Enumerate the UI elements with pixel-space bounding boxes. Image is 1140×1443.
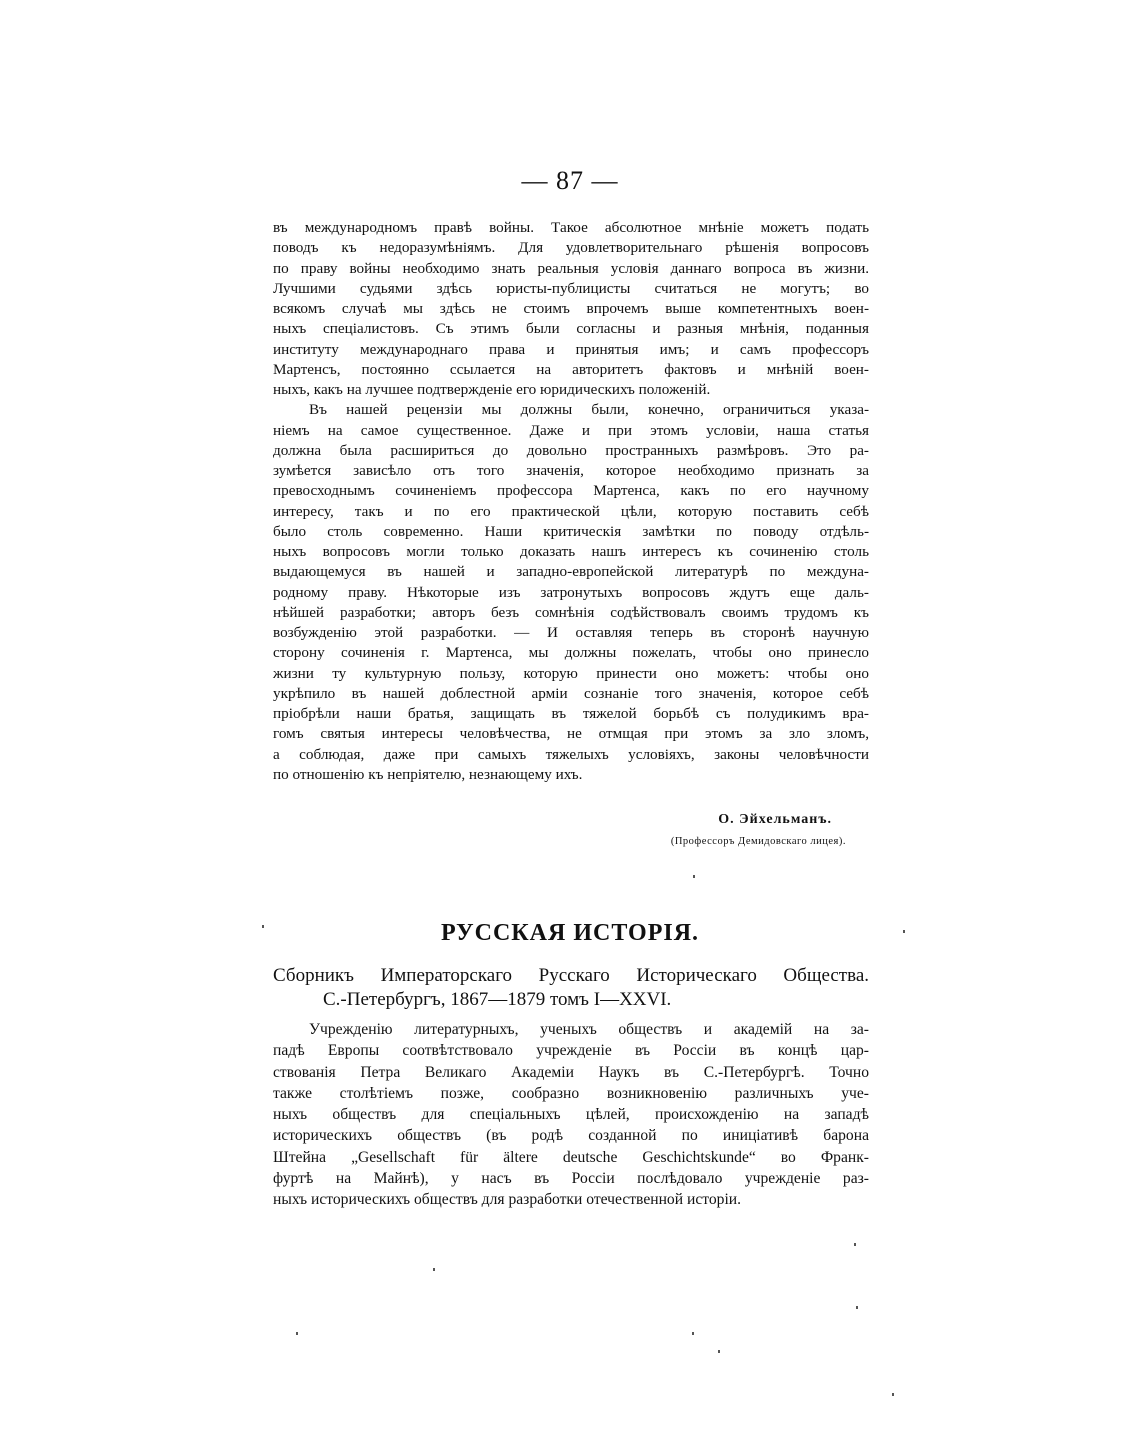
book-title-line-1: Сборникъ Императорскаго Русскаго Историческаго Общества. xyxy=(273,965,869,986)
text-line: ствованія Петра Великаго Академіи Наукъ въ С.-Петербургѣ. Точно xyxy=(273,1063,869,1081)
scan-speck xyxy=(433,1268,435,1271)
text-line: интересу, такъ и по его практической цѣли, которую поставить себѣ xyxy=(273,502,869,520)
text-line: укрѣпило въ нашей доблестной арміи сознаніе того значенія, которое себѣ xyxy=(273,684,869,702)
text-line: было столь современно. Наши критическія замѣтки по поводу отдѣль- xyxy=(273,522,869,540)
text-line: превосходнымъ сочиненіемъ профессора Мартенса, какъ по его научному xyxy=(273,482,869,500)
text-line: Въ нашей рецензіи мы должны были, конечно, ограничиться указа- xyxy=(309,401,869,419)
text-line: ныхъ вопросовъ могли только доказать нашъ интересъ къ сочиненію столь xyxy=(273,543,869,560)
book-title xyxy=(273,964,869,1012)
text-line: гомъ святыя интересы человѣчества, не отмщая при этомъ за зло зломъ, xyxy=(273,725,869,743)
text-line: Мартенсъ, постоянно ссылается на авторитетъ фактовъ и мнѣній воен- xyxy=(273,360,869,378)
section-heading: РУССКАЯ ИСТОРІЯ. xyxy=(440,920,700,946)
text-line: въ международномъ правѣ войны. Такое абсолютное мнѣніе можетъ подать xyxy=(273,219,869,236)
scan-speck xyxy=(296,1332,298,1335)
text-line: историческихъ обществъ (въ родѣ созданной по иниціативѣ барона xyxy=(273,1127,869,1145)
text-line: всякомъ случаѣ мы здѣсь не стоимъ впрочемъ выше компетентныхъ воен- xyxy=(273,300,869,317)
page-number: — 87 — xyxy=(521,166,619,195)
text-line: пріобрѣли наши братья, защищать въ тяжелой борьбѣ съ полудикимъ вра- xyxy=(273,705,869,722)
text-line: а соблюдая, даже при самыхъ тяжелыхъ условіяхъ, законы человѣчности xyxy=(273,745,869,763)
scan-speck xyxy=(903,930,905,933)
text-line: падѣ Европы соотвѣтствовало учрежденіе въ Россіи въ концѣ цар- xyxy=(273,1042,869,1060)
text-line: ніемъ на самое существенное. Даже и при этомъ условіи, наша статья xyxy=(273,421,869,439)
text-line: ныхъ обществъ для спеціальныхъ цѣлей, происхожденію на западѣ xyxy=(273,1106,869,1124)
text-line: должна была расшириться до довольно пространныхъ размѣровъ. Это ра- xyxy=(273,441,869,459)
text-line: институту международнаго права и принятыя имъ; и самъ профессоръ xyxy=(273,340,869,358)
scan-speck xyxy=(854,1243,856,1246)
text-line: фуртѣ на Майнѣ), у насъ въ Россіи послѣдовало учрежденіе раз- xyxy=(273,1170,869,1188)
upper-text-block xyxy=(273,218,869,785)
scan-speck xyxy=(262,925,264,928)
scan-speck xyxy=(718,1350,720,1353)
text-line: Лучшими судьями здѣсь юристы-публицисты считаться не могутъ; во xyxy=(273,279,869,297)
text-line: выдающемуся въ нашей и западно-европейской литературѣ по междуна- xyxy=(273,563,869,581)
text-line: жизни ту культурную пользу, которую принести оно можетъ: чтобы оно xyxy=(273,664,869,682)
paragraph xyxy=(273,218,869,400)
scan-speck xyxy=(856,1306,858,1309)
text-line: зумѣется зависѣло отъ того значенія, которое необходимо признать за xyxy=(273,462,869,479)
text-line: ныхъ историческихъ обществъ для разработки отечественной исторіи. xyxy=(273,1191,742,1209)
text-line: ныхъ, какъ на лучшее подтвержденіе его юридическихъ положеній. xyxy=(273,381,711,398)
text-line: по отношенію къ непріятелю, незнающему ихъ. xyxy=(273,765,583,783)
text-line: по праву войны необходимо знать реальныя условія даннаго вопроса въ жизни. xyxy=(273,259,869,277)
book-title-line-2: С.-Петербургъ, 1867—1879 томъ I—XXVI. xyxy=(323,989,672,1010)
author-affiliation: (Профессоръ Демидовскаго лицея). xyxy=(670,836,846,847)
text-line: возбужденію этой разработки. — И оставляя теперь въ сторонѣ научную xyxy=(273,624,869,641)
scan-speck xyxy=(892,1393,894,1396)
scan-speck xyxy=(692,1332,694,1335)
text-line: сторону сочиненія г. Мартенса, мы должны пожелать, чтобы оно принесло xyxy=(273,644,869,662)
paragraph xyxy=(273,1019,869,1211)
author-signature: О. Эйхельманъ. xyxy=(718,812,832,827)
text-line: Штейна „Gesellschaft für ältere deutsche Geschichtskunde“ во Франк- xyxy=(273,1148,869,1166)
scan-speck xyxy=(693,875,695,878)
text-line: также столѣтіемъ позже, сообразно возникновенію различныхъ уче- xyxy=(273,1084,869,1102)
text-line: ныхъ спеціалистовъ. Съ этимъ были согласны и разныя мнѣнія, поданныя xyxy=(273,320,869,338)
text-line: Учрежденію литературныхъ, ученыхъ обществъ и академій на за- xyxy=(309,1021,869,1038)
text-line: родному праву. Нѣкоторые изъ затронутыхъ вопросовъ ждутъ еще даль- xyxy=(273,583,869,601)
text-line: поводъ къ недоразумѣніямъ. Для удовлетворительнаго рѣшенія вопросовъ xyxy=(273,239,869,257)
text-line: нѣйшей разработки; авторъ безъ сомнѣнія содѣйствовалъ своимъ трудомъ къ xyxy=(273,603,869,621)
lower-text-block xyxy=(273,1019,869,1211)
paragraph xyxy=(273,400,869,785)
